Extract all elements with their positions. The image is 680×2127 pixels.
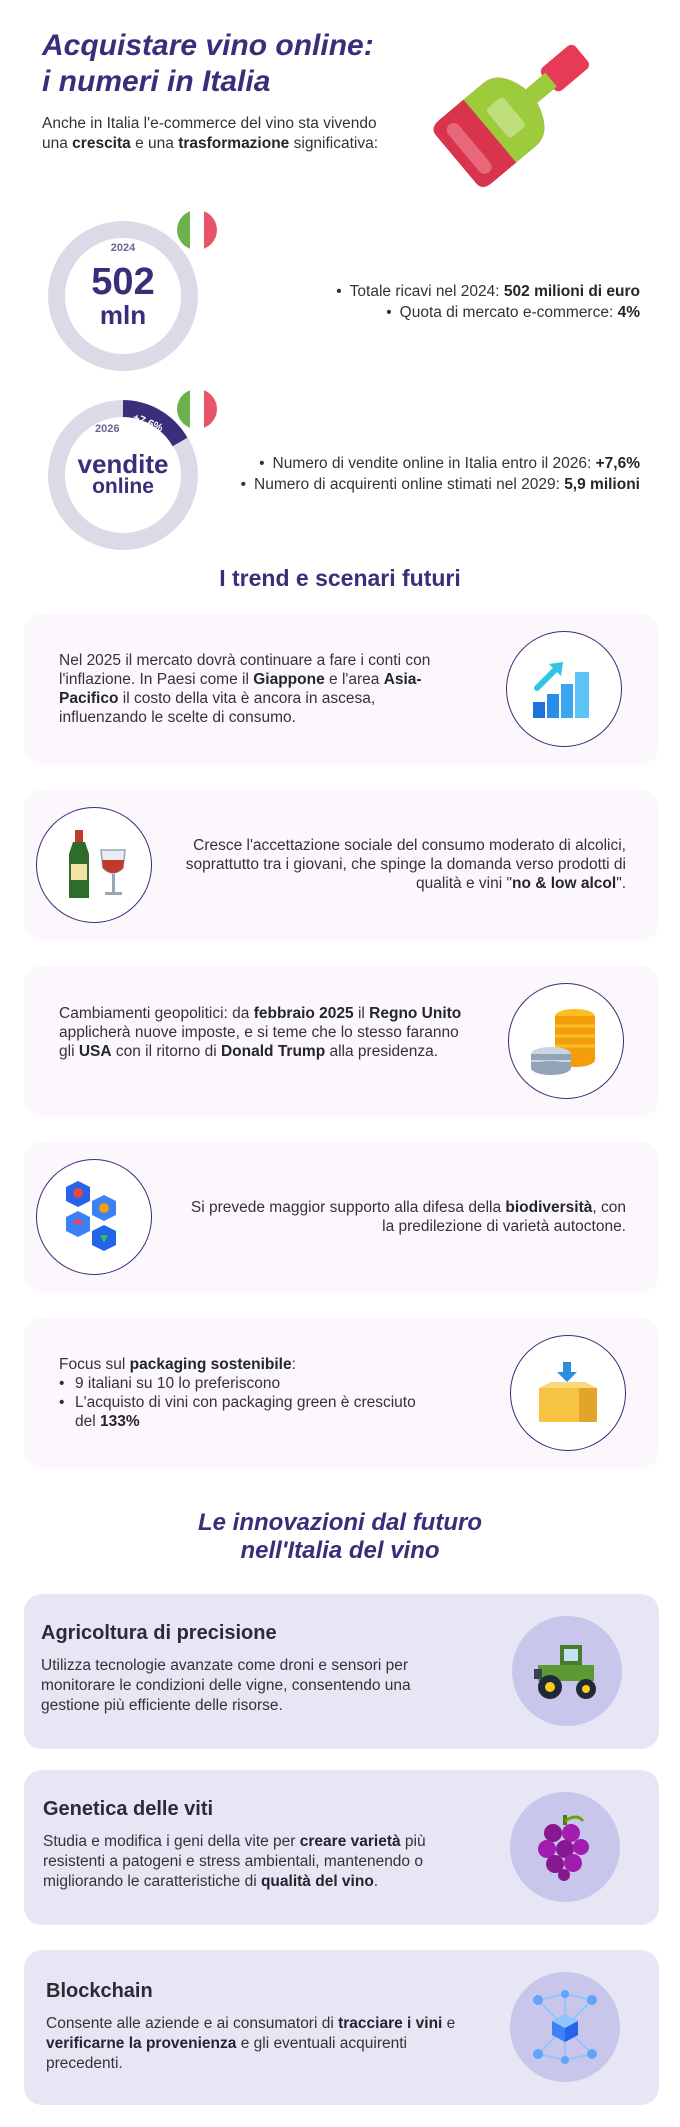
innovation-text: Consente alle aziende e ai consumatori di tracciare i vini e verificarne la provenienza e gli eventuali acquirenti precedenti.	[46, 2015, 456, 2072]
revenue-unit: mln	[99, 300, 147, 330]
ring-year: 2024	[110, 242, 136, 254]
page-title: Acquistare vino online: i numeri in Italia	[42, 29, 374, 98]
italy-flag-icon	[177, 389, 217, 429]
box-icon	[510, 1335, 626, 1451]
revenue-bullets	[260, 281, 640, 323]
trend-card-geopolitics	[24, 966, 659, 1116]
bullet-online-buyers: • Numero di acquirenti online stimati nel 2029: 5,9 milioni	[200, 474, 640, 495]
innovations-title: Le innovazioni dal futuro nell'Italia del vino	[198, 1509, 482, 1564]
packaging-text	[59, 1355, 419, 1431]
grapes-icon	[510, 1792, 620, 1902]
list-item: • L'acquisto di vini con packaging green è cresciuto del 133%	[59, 1393, 419, 1431]
tractor-icon	[512, 1616, 622, 1726]
wine-bottle-illustration	[420, 16, 620, 206]
trend-card-packaging	[24, 1318, 659, 1468]
coins-icon	[508, 983, 624, 1099]
growth-arc	[48, 400, 198, 550]
innovation-title: Blockchain	[46, 1980, 153, 2002]
innovation-text: Studia e modifica i geni della vite per creare varietà più resistenti a patogeni e stress ambientali, mantenendo o migliorando le caratteristiche di qualità del vino.	[43, 1833, 426, 1890]
innovation-card-blockchain	[24, 1950, 659, 2105]
innovation-card-precision-agriculture	[24, 1594, 659, 1749]
growth-badge: +7,6%	[130, 411, 165, 435]
blockchain-icon	[510, 1972, 620, 2082]
trend-text: Nel 2025 il mercato dovrà continuare a fare i conti con l'inflazione. In Paesi come il Giappone e l'area Asia-Pacifico il costo della vita è ancora in ascesa, influenzando le scelte di consumo.	[59, 652, 431, 726]
ring-word-online: online	[92, 475, 154, 498]
packaging-intro: Focus sul packaging sostenibile:	[59, 1356, 296, 1373]
innovation-title: Genetica delle viti	[43, 1798, 214, 1820]
bullet-market-share: • Quota di mercato e-commerce: 4%	[260, 302, 640, 323]
ring-word-sales: vendite	[77, 449, 169, 479]
trend-card-low-alcohol	[24, 790, 659, 940]
list-item: • 9 italiani su 10 lo preferiscono	[59, 1374, 419, 1393]
trend-card-biodiversity	[24, 1142, 659, 1292]
trend-text: Si prevede maggior supporto alla difesa della biodiversità, con la predilezione di varietà autoctone.	[190, 1199, 626, 1235]
intro-text: Anche in Italia l'e-commerce del vino sta vivendo una crescita e una trasformazione significativa:	[42, 115, 379, 152]
revenue-value: 502	[91, 261, 155, 303]
wine-bottle-glass-icon	[36, 807, 152, 923]
trend-text: Cambiamenti geopolitici: da febbraio 2025 il Regno Unito applicherà nuove imposte, e si teme che lo stesso faranno gli USA con il ritorno di Donald Trump alla presidenza.	[59, 1005, 462, 1060]
bullet-online-sales: • Numero di vendite online in Italia entro il 2026: +7,6%	[200, 453, 640, 474]
revenue-ring	[48, 221, 198, 371]
innovation-text: Utilizza tecnologie avanzate come droni e sensori per monitorare le condizioni delle vigne, consentendo una gestione più efficiente delle risorse.	[41, 1657, 411, 1714]
growth-chart-icon	[506, 631, 622, 747]
innovation-title: Agricoltura di precisione	[41, 1622, 277, 1644]
bullet-revenue: • Totale ricavi nel 2024: 502 milioni di euro	[260, 281, 640, 302]
trend-card-inflation	[24, 614, 659, 764]
trends-title: I trend e scenari futuri	[219, 565, 461, 591]
italy-flag-icon	[177, 210, 217, 250]
packaging-list	[59, 1374, 419, 1431]
sales-bullets	[200, 453, 640, 495]
ring-year-2026: 2026	[95, 423, 120, 435]
trend-text: Cresce l'accettazione sociale del consumo moderato di alcolici, soprattutto tra i giovani, che spinge la domanda verso prodotti di qualità e vini "no & low alcol".	[185, 837, 626, 892]
biodiversity-icon	[36, 1159, 152, 1275]
innovation-card-vine-genetics	[24, 1770, 659, 1925]
